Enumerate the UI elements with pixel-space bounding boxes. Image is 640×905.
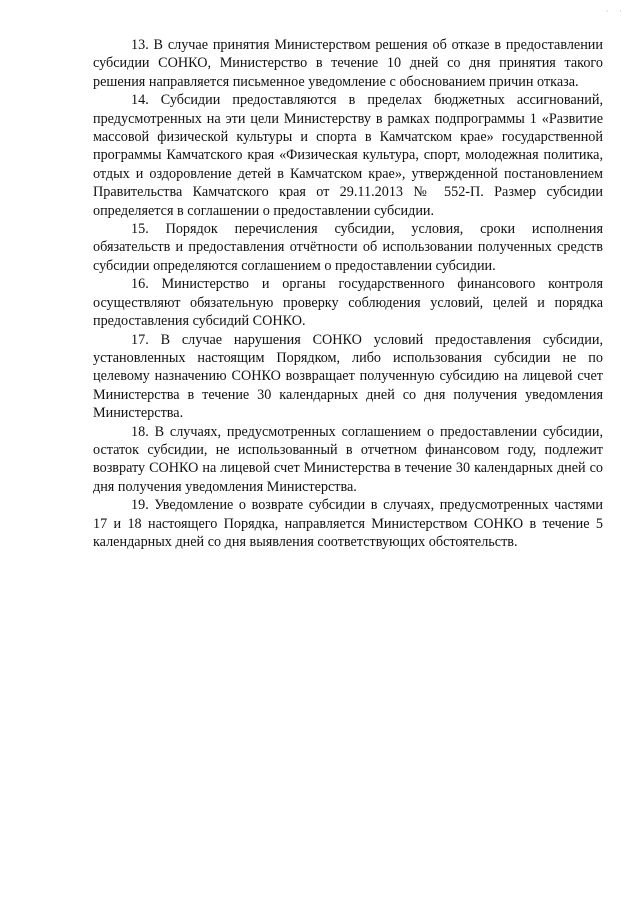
paragraph-16: 16. Министерство и органы государственного финансового контроля осуществляют обязательную проверку соблюдения условий, целей и порядка предоставления субсидий СОНКО. xyxy=(93,276,603,330)
paragraph-15: 15. Порядок перечисления субсидии, условия, сроки исполнения обязательств и предоставления отчётности об использовании полученных средств субсидии определяются соглашением о предоставлении субсидии. xyxy=(93,221,603,274)
document-body xyxy=(93,36,603,551)
paragraph-18: 18. В случаях, предусмотренных соглашением о предоставлении субсидии, остаток субсидии, не использованный в отчетном финансовом году, подлежит возврату СОНКО на лицевой счет Министерства в течение 30 календарных дней со дня получения уведомления Министерства. xyxy=(93,423,603,495)
paragraph-19: 19. Уведомление о возврате субсидии в случаях, предусмотренных частями 17 и 18 настоящего Порядка, направляется Министерством СОНКО в течение 5 календарных дней со дня выявления соответствующих обстоятельств. xyxy=(93,497,603,550)
paragraph-14: 14. Субсидии предоставляются в пределах бюджетных ассигнований, предусмотренных на эти цели Министерству в рамках подпрограммы 1 «Развитие массовой физической культуры и спорта в Камчатском крае» государственной программы Камчатского края «Физическая культура, спорт, молодежная политика, отдых и оздоровление детей в Камчатском крае», утвержденной постановлением Правительства Камчатского края от 29.11.2013 № 552-П. Размер субсидии определяется в соглашении о предоставлении субсидии. xyxy=(93,92,603,219)
paragraph-17: 17. В случае нарушения СОНКО условий предоставления субсидии, установленных настоящим Порядком, либо использования субсидии не по целевому назначению СОНКО возвращает полученную субсидию на лицевой счет Министерства в течение 30 календарных дней со дня получения уведомления Министерства. xyxy=(93,331,603,422)
scan-corner-mark: · · xyxy=(605,6,626,16)
paragraph-13: 13. В случае принятия Министерством решения об отказе в предоставлении субсидии СОНКО, Министерство в течение 10 дней со дня принятия такого решения направляется письменное уведомление с обоснованием причин отказа. xyxy=(93,37,603,90)
